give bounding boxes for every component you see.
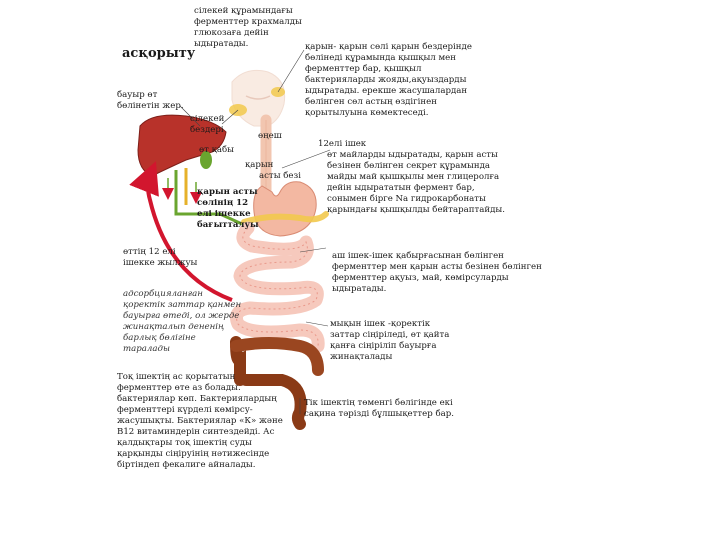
- head-outline: [232, 70, 285, 126]
- stomach-label: қарын: [245, 160, 274, 170]
- stomach-shape: [254, 182, 317, 236]
- small-intestine-label: аш ішек-ішек қабырғасынан бөлінген ферменттер мен қарын асты безінен бөлінген ферменттер ақуыз, май, көмірсуларды ыдыратады.: [332, 251, 542, 294]
- gallbladder-label: өт қабы: [199, 145, 235, 155]
- page-title: асқорыту: [122, 46, 196, 61]
- ileum-label: мықын ішек -қоректік заттар сіңіріледі, өт қайта қанға сіңіріліп бауырға жинақталады: [330, 319, 450, 362]
- liver-label: бауыр өт бөлінетін жер.: [117, 90, 184, 111]
- stomach-juice-label: қарын- қарын сөлі қарын бездерінде бөлінеді құрамында қышқыл мен ферменттер бар, қышқыл бактерияларды жояды,ақуыздарды ыдыратады. ерекше жасушалардан бөлінген сөл астың өздігінен қорытылуына көмектеседі.: [305, 42, 472, 118]
- salivary-glands-label: сілекей бездері: [190, 114, 225, 135]
- absorption-label: адсорбцияланған қоректік заттар қанмен бауырға өтеді, ол жерде жинақталып дененің барлық бөлігіне таралады: [123, 289, 242, 354]
- rectum-label: Тік ішектің төменгі бөлігінде екі сақина тәрізді бұлшықеттер бар.: [304, 398, 454, 419]
- saliva-enzymes-label: сілекей құрамындағы ферменттер крахмалды глюкозаға дейін ыдыратады.: [194, 6, 302, 49]
- esophagus-label: өңеш: [258, 131, 282, 141]
- pancreas-label: асты безі: [259, 171, 301, 181]
- duodenum-title-label: 12елі ішек: [318, 139, 367, 149]
- pancreas-juice-label: қарын асты сөлінің 12 елі ішекке бағытталуы: [197, 187, 259, 230]
- small-intestine-shape: [237, 228, 319, 346]
- duodenum-text-label: өт майларды ыдыратады, қарын асты безінен бөлінген секрет құрамында майды май қышқылы мен глицеролға дейін ыдырататын фермент бар, сонымен бірге Na гидрокарбонаты қарындағы қышқылды бейтараптайды.: [327, 150, 505, 215]
- colon-label: Тоқ ішектің ас қорытатын ферменттер өте аз болады. бактериялар көп. Бактериялардың ферменттері күрделі көмірсу- жасушықты. Бактериялар «К» және B12 витаминдерін синтездейді. Ас қалдықтары тоқ ішектің суды қарқынды сіңіруінің нәтижесінде біртіндеп фекалиге айналады.: [117, 372, 283, 470]
- bile-duct-label: өттің 12 елі ішекке жылжуы: [123, 247, 198, 268]
